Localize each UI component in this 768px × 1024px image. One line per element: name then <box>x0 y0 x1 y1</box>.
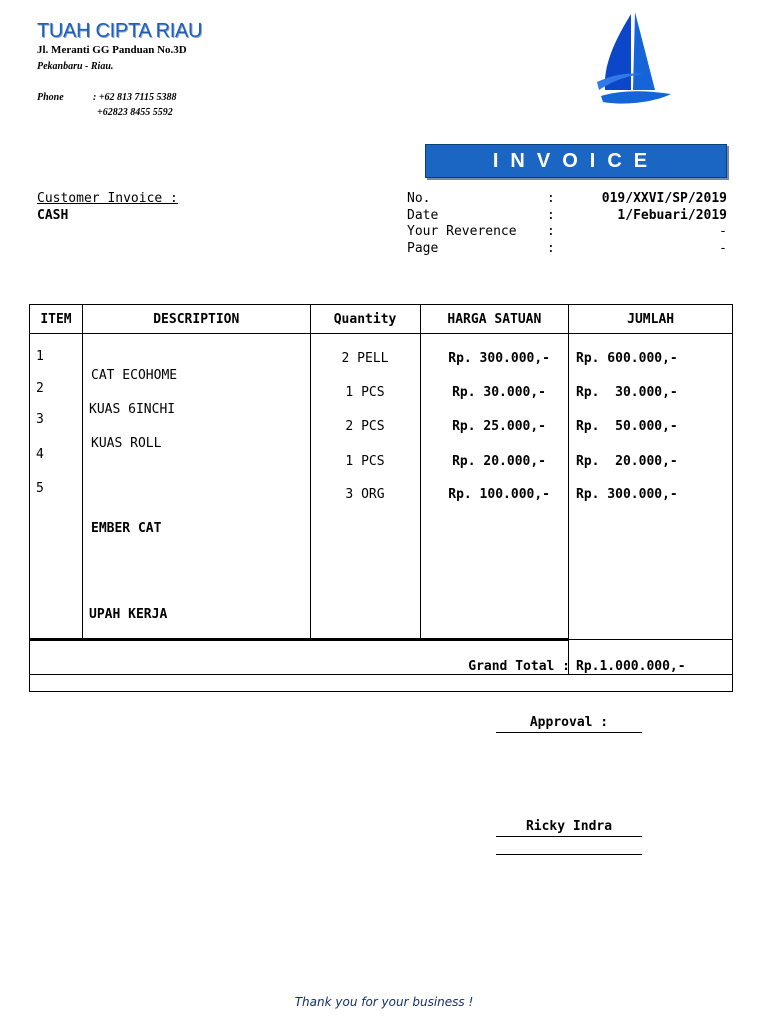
item-unit-price: Rp. 25.000,- <box>452 419 546 434</box>
customer-label: Customer Invoice : <box>37 191 178 206</box>
phone-label: Phone <box>37 92 64 103</box>
header-item: ITEM <box>30 305 83 334</box>
sailboat-logo-icon <box>595 10 675 110</box>
item-quantity: 1 PCS <box>345 454 385 469</box>
meta-label-page: Page <box>407 241 439 256</box>
phone-number-1: : +62 813 7115 5388 <box>93 92 177 103</box>
phone-number-2: +62823 8455 5592 <box>97 107 173 118</box>
item-quantity: 1 PCS <box>345 385 385 400</box>
item-amount: Rp. 20.000,- <box>576 454 678 469</box>
approval-label: Approval : <box>529 715 609 730</box>
meta-sep-page: : <box>547 241 555 256</box>
meta-sep-reference: : <box>547 224 555 239</box>
item-number: 2 <box>36 381 44 396</box>
header-quantity: Quantity <box>310 305 420 334</box>
item-unit-price: Rp. 20.000,- <box>452 454 546 469</box>
item-number: 3 <box>36 412 44 427</box>
grand-total-label: Grand Total : <box>468 659 570 674</box>
item-unit-price: Rp. 30.000,- <box>452 385 546 400</box>
footer-thanks: Thank you for your business ! <box>294 995 474 1009</box>
meta-sep-date: : <box>547 208 555 223</box>
item-unit-price: Rp. 300.000,- <box>448 351 550 366</box>
item-quantity: 2 PELL <box>341 351 389 366</box>
signature-line <box>496 854 642 855</box>
item-description: CAT ECOHOME <box>91 368 178 383</box>
header-amount: JUMLAH <box>569 305 733 334</box>
approver-name: Ricky Indra <box>525 819 613 834</box>
item-number: 5 <box>36 481 44 496</box>
meta-value-reference: - <box>719 224 727 239</box>
empty-row <box>30 675 733 692</box>
item-amount: Rp. 50.000,- <box>576 419 678 434</box>
item-number: 1 <box>36 349 44 364</box>
item-unit-price: Rp. 100.000,- <box>448 487 550 502</box>
meta-label-reference: Your Reverence <box>407 224 517 239</box>
item-description: EMBER CAT <box>91 521 162 536</box>
meta-label-no: No. <box>407 191 431 206</box>
approval-underline <box>496 732 642 733</box>
item-quantity: 3 ORG <box>345 487 385 502</box>
item-amount: Rp. 300.000,- <box>576 487 678 502</box>
meta-sep-no: : <box>547 191 555 206</box>
invoice-title-banner: INVOICE <box>425 144 727 178</box>
item-number: 4 <box>36 447 44 462</box>
company-address: Jl. Meranti GG Panduan No.3D <box>37 44 187 56</box>
meta-value-no: 019/XXVI/SP/2019 <box>601 191 727 206</box>
item-amount: Rp. 600.000,- <box>576 351 678 366</box>
item-amount: Rp. 30.000,- <box>576 385 678 400</box>
item-description: KUAS 6INCHI <box>89 402 176 417</box>
item-description: UPAH KERJA <box>89 607 168 622</box>
customer-value: CASH <box>37 208 69 223</box>
company-name: TUAH CIPTA RIAU <box>37 20 203 42</box>
meta-value-page: - <box>719 241 727 256</box>
item-description: KUAS ROLL <box>91 436 162 451</box>
approver-name-underline <box>496 836 642 837</box>
grand-total-value: Rp.1.000.000,- <box>576 659 686 674</box>
table-header-row <box>30 305 733 334</box>
header-unit-price: HARGA SATUAN <box>420 305 569 334</box>
meta-value-date: 1/Febuari/2019 <box>617 208 727 223</box>
header-description: DESCRIPTION <box>82 305 310 334</box>
company-city: Pekanbaru - Riau. <box>37 61 114 72</box>
item-quantity: 2 PCS <box>345 419 385 434</box>
meta-label-date: Date <box>407 208 439 223</box>
